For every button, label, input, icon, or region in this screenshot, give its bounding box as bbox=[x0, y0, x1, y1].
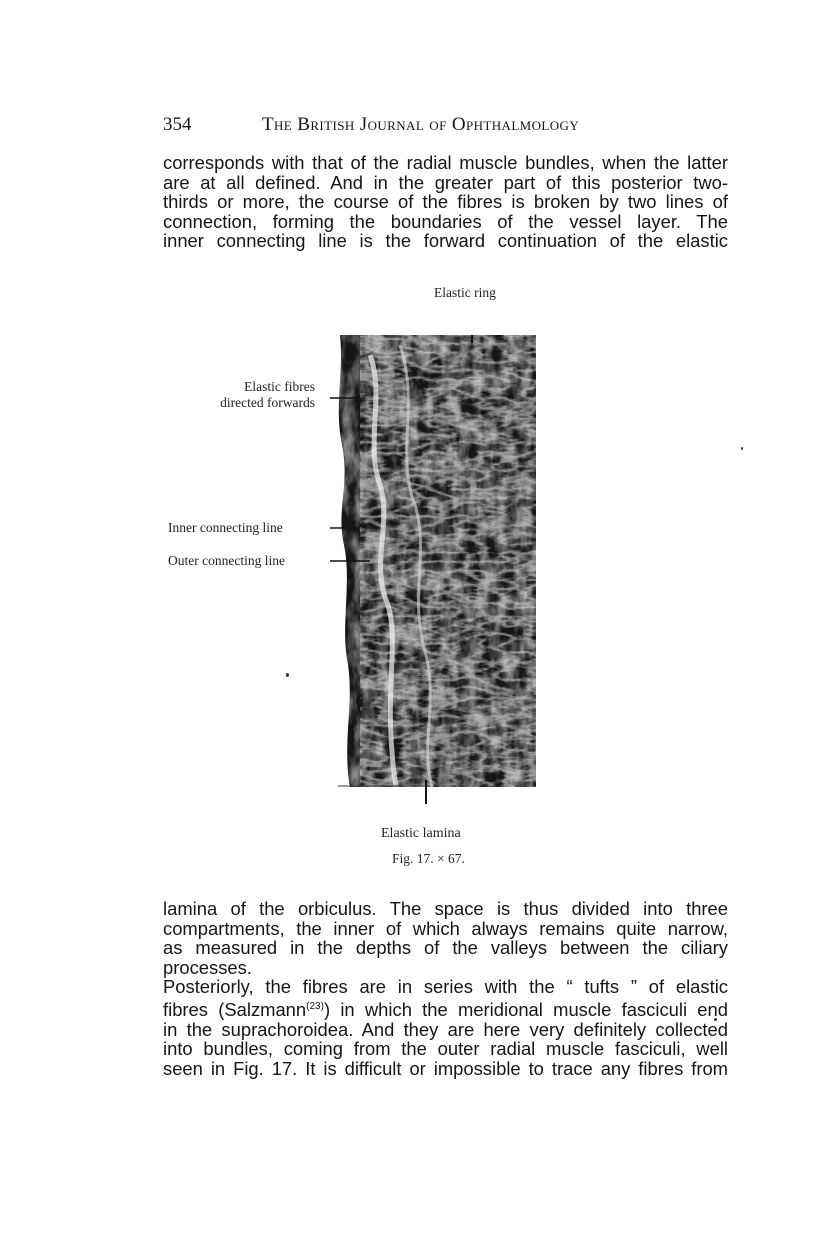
text-line: in the suprachoroidea. And they are here very definitely collected bbox=[163, 1018, 728, 1040]
text-line: lamina of the orbiculus. The space is thus divided into three bbox=[163, 898, 728, 919]
text-line-with-reference bbox=[163, 997, 728, 1020]
figure-caption: Fig. 17. × 67. bbox=[392, 851, 465, 866]
label-elastic-fibres-line2: directed forwards bbox=[220, 395, 315, 410]
label-elastic-fibres-line1: Elastic fibres bbox=[244, 379, 315, 394]
micrograph-streaks bbox=[360, 335, 536, 787]
text-line: connection, forming the boundaries of the vessel layer. The bbox=[163, 210, 728, 232]
paragraph-bottom bbox=[163, 899, 728, 1078]
text-line: are at all defined. And in the greater part of this posterior two- bbox=[163, 171, 728, 193]
pointer-elastic-lamina-tail bbox=[425, 786, 427, 804]
text-line: inner connecting line is the forward continuation of the elastic bbox=[163, 230, 728, 252]
text-line: corresponds with that of the radial muscle bundles, when the latter bbox=[163, 152, 728, 173]
text-line: into bundles, coming from the outer radial muscle fasciculi, well bbox=[163, 1038, 728, 1060]
text-fragment: ) in which the meridional muscle fasciculi end bbox=[323, 999, 728, 1021]
scan-speck bbox=[286, 673, 289, 677]
label-inner-connecting-line: Inner connecting line bbox=[168, 520, 283, 535]
text-line: Posteriorly, the fibres are in series with the “ tufts ” of elastic bbox=[163, 976, 728, 998]
text-fragment: fibres (Salzmann bbox=[163, 999, 307, 1021]
text-line: thirds or more, the course of the fibres is broken by two lines of bbox=[163, 191, 728, 213]
label-elastic-lamina: Elastic lamina bbox=[381, 826, 461, 841]
page-number: 354 bbox=[163, 114, 192, 135]
label-elastic-ring: Elastic ring bbox=[434, 285, 496, 300]
running-head: The British Journal of Ophthalmology bbox=[262, 114, 580, 135]
label-outer-connecting-line: Outer connecting line bbox=[168, 553, 285, 568]
text-line: seen in Fig. 17. It is difficult or impossible to trace any fibres from bbox=[163, 1057, 728, 1079]
text-line: as measured in the depths of the valleys between the ciliary bbox=[163, 937, 728, 959]
reference-superscript: (23) bbox=[306, 1000, 324, 1012]
text-line: processes. bbox=[163, 956, 252, 978]
micrograph-figure-17 bbox=[330, 335, 536, 787]
label-elastic-fibres bbox=[195, 379, 315, 411]
paragraph-top bbox=[163, 153, 728, 251]
text-line: compartments, the inner of which always remains quite narrow, bbox=[163, 917, 728, 939]
scan-speck bbox=[741, 447, 743, 450]
